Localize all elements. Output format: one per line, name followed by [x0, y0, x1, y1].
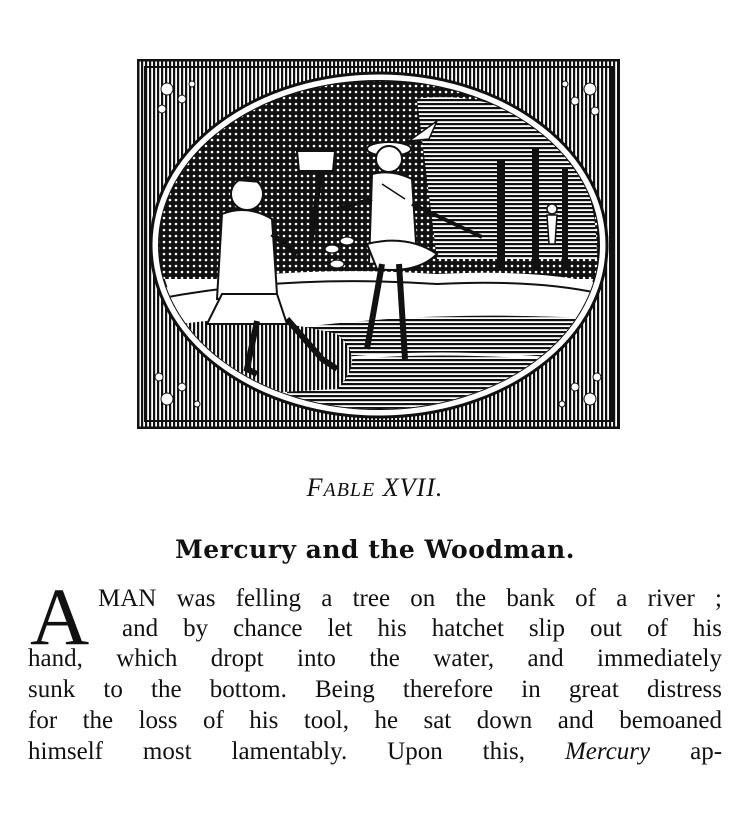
text-line: MAN was felling a tree on the bank of a river ; [98, 585, 722, 612]
text-line: himself most lamentably. Upon this, Mercury ap- [28, 738, 723, 765]
text-line: sunk to the bottom. Being therefore in great distress [28, 676, 722, 703]
woodcut-illustration [137, 59, 620, 429]
text-line: and by chance let his hatchet slip out of his [122, 615, 722, 642]
text-line: hand, which dropt into the water, and immediately [28, 645, 722, 672]
fable-number: FABLE XVII. [306, 473, 444, 502]
distant-figure [547, 204, 557, 244]
fable-title: Mercury and the Woodman. [175, 535, 575, 564]
text-line: for the loss of his tool, he sat down and bemoaned [28, 707, 722, 734]
drop-cap: A [30, 571, 90, 662]
